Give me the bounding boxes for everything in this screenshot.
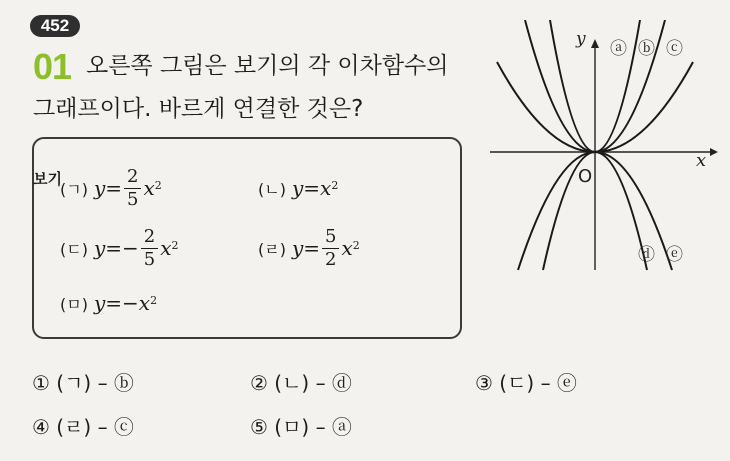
curve-label-d: ⓓ [638, 245, 655, 265]
x-variable: x [320, 176, 332, 200]
choice-text: (ㄱ) – ⓑ [56, 371, 134, 395]
answer-choice-3[interactable] [475, 368, 577, 398]
coefficient-fraction [322, 226, 339, 271]
bogi-label: 보기 [33, 170, 62, 188]
exponent: 2 [352, 238, 360, 252]
x-variable: x [160, 236, 172, 260]
answer-choice-2[interactable] [250, 368, 352, 398]
choice-number: ① [32, 371, 50, 395]
fraction-numerator: 2 [124, 166, 141, 189]
choice-number: ⑤ [250, 415, 268, 439]
fraction-numerator: 2 [141, 226, 158, 249]
page-number-badge: 452 [30, 15, 80, 37]
fraction-denominator: 2 [325, 248, 337, 270]
x-variable: x [138, 291, 151, 315]
x-variable: x [143, 176, 155, 200]
item-marker: (ㄷ) [60, 239, 88, 259]
parabola-graph [488, 20, 728, 280]
choice-text: (ㄴ) – ⓓ [274, 371, 352, 395]
question-number: 01 [33, 46, 72, 87]
y-axis-arrow-icon [591, 39, 599, 48]
choice-number: ② [250, 371, 268, 395]
x-axis-arrow-icon [710, 148, 718, 156]
curve-label-b: ⓑ [638, 39, 655, 59]
lhs-variable: y [291, 236, 304, 260]
equals-sign: = [105, 176, 123, 200]
choice-number: ④ [32, 415, 50, 439]
answer-choice-4[interactable] [32, 412, 134, 442]
answer-choice-5[interactable] [250, 412, 352, 442]
coefficient-fraction [141, 226, 158, 271]
exponent: 2 [150, 293, 158, 307]
bogi-item-nieun [258, 160, 338, 216]
fraction-denominator: 5 [143, 248, 156, 270]
x-variable: x [341, 236, 353, 260]
origin-label: O [578, 166, 593, 187]
item-marker: (ㄹ) [258, 239, 286, 259]
exponent: 2 [171, 238, 179, 252]
item-marker: (ㅁ) [60, 294, 88, 314]
question-text-line1: 오른쪽 그림은 보기의 각 이차함수의 [86, 53, 449, 79]
bogi-item-giyeok [60, 160, 162, 216]
curve-label-e: ⓔ [666, 245, 683, 265]
bogi-item-mieum [60, 275, 157, 331]
answer-choice-1[interactable] [32, 368, 134, 398]
choice-number: ③ [475, 371, 493, 395]
x-axis-label: x [696, 150, 707, 171]
equals-sign: = [303, 236, 321, 260]
equals-sign: = [303, 176, 321, 200]
fraction-numerator: 5 [322, 226, 339, 249]
lhs-variable: y [93, 176, 106, 200]
equals-sign: = [105, 291, 123, 315]
exponent: 2 [331, 178, 339, 192]
lhs-variable: y [93, 291, 106, 315]
bogi-item-rieul [258, 220, 360, 276]
bogi-item-digeut [60, 220, 179, 276]
coefficient-fraction [124, 166, 141, 211]
choice-text: (ㅁ) – ⓐ [274, 415, 352, 439]
lhs-variable: y [93, 236, 106, 260]
y-axis-label: y [576, 29, 586, 49]
item-marker: (ㄴ) [258, 179, 286, 199]
minus-sign: − [122, 236, 139, 260]
curve-label-c: ⓒ [666, 39, 683, 59]
item-marker: (ㄱ) [60, 179, 88, 199]
lhs-variable: y [291, 176, 304, 200]
equals-sign: = [105, 236, 123, 260]
curve-label-a: ⓐ [610, 39, 627, 59]
minus-sign: − [122, 291, 139, 315]
question-text-line2: 그래프이다. 바르게 연결한 것은? [33, 96, 364, 122]
fraction-denominator: 5 [127, 188, 139, 210]
choice-text: (ㄹ) – ⓒ [56, 415, 134, 439]
exponent: 2 [154, 178, 162, 192]
choice-text: (ㄷ) – ⓔ [499, 371, 577, 395]
